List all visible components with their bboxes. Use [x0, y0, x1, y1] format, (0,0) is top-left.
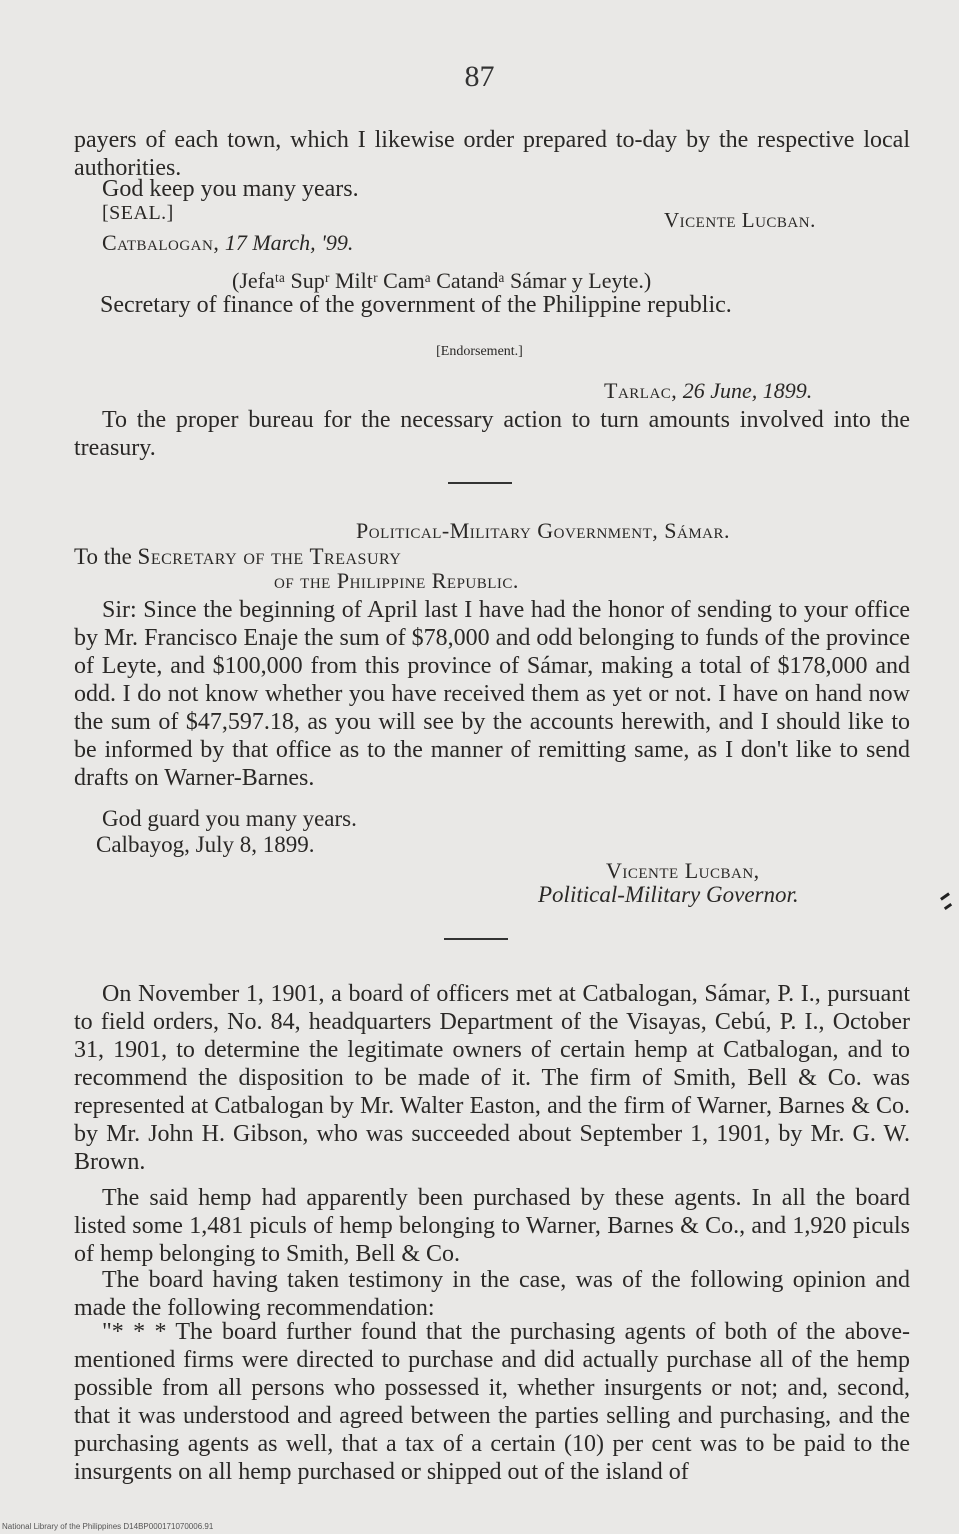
margin-mark: [940, 892, 950, 900]
page-number: 87: [464, 60, 495, 93]
letter2-header: Political-Military Government, Sámar.: [356, 518, 731, 543]
margin-mark-2: [944, 903, 952, 910]
letter2-title: Political-Military Governor.: [538, 882, 799, 907]
footer-credit: National Library of the Philippines D14BP000171070006.91: [2, 1522, 214, 1531]
letter2-signer: Vicente Lucban,: [606, 858, 760, 883]
endorsement-place: Tarlac,: [604, 378, 678, 403]
section-divider: [448, 482, 512, 484]
letter2-to-line1: [74, 544, 401, 570]
letter1-addressee: Secretary of finance of the government of the Philippine republic.: [100, 292, 732, 318]
letter2-to-line2: of the Philippine Republic.: [274, 568, 519, 593]
narrative-paragraph-2: The said hemp had apparently been purchased by these agents. In all the board listed some 1,481 piculs of hemp belonging to Warner, Barnes & Co., and 1,920 piculs of hemp belonging to Smith, Bell & Co.: [74, 1185, 910, 1267]
narrative-paragraph-3: The board having taken testimony in the case, was of the following opinion and made the following recommendation:: [74, 1267, 910, 1321]
letter1-text: payers of each town, which I likewise order prepared to-day by the respective local authorities.: [74, 127, 910, 181]
narrative-paragraph-1: On November 1, 1901, a board of officers met at Catbalogan, Sámar, P. I., pursuant to field orders, No. 84, headquarters Department of the Visayas, Cebú, P. I., October 31, 1901, to determine the legitimate owners of certain hemp at Catbalogan, and to recommend the disposition to be made of it. The firm of Smith, Bell & Co. was represented at Catbalogan by Mr. Walter Easton, and the firm of Warner, Barnes & Co. by Mr. John H. Gibson, who was succeeded about September 1, 1901, by Mr. G. W. Brown.: [74, 981, 910, 1175]
endorsement-heading: [Endorsement.]: [436, 344, 523, 359]
seal-mark: [SEAL.]: [102, 202, 174, 224]
letter2-to-office: Secretary of the Treasury: [137, 544, 402, 569]
narrative-paragraph-4: "* * * The board further found that the purchasing agents of both of the above-mentioned firms were directed to purchase and did actually purchase all of the hemp possible from all persons who possessed it, whether insurgents or not; and, second, that it was understood and agreed between the parties selling and purchasing, and the purchasing agents as well, that a tax of a certain (10) per cent was to be paid to the insurgents on all hemp purchased or shipped out of the island of: [74, 1319, 910, 1485]
section-divider-2: [444, 938, 508, 940]
letter1-signer: Vicente Lucban.: [664, 208, 816, 232]
endorsement-text: To the proper bureau for the necessary action to turn amounts involved into the treasury.: [74, 407, 910, 461]
letter1-closing: God keep you many years.: [102, 176, 359, 202]
letter2-closing: God guard you many years.: [102, 806, 357, 831]
letter1-place: Catbalogan,: [102, 230, 220, 255]
letter1-date: 17 March, '99.: [224, 230, 354, 255]
endorsement-date: 26 June, 1899.: [682, 378, 813, 403]
letter1-office-line: (Jefaᵗᵃ Supʳ Miltʳ Camᵃ Catandᵃ Sámar y Leyte.): [232, 268, 652, 293]
endorsement-dateline: [604, 378, 812, 404]
letter2-body: Sir: Since the beginning of April last I have had the honor of sending to your office by Mr. Francisco Enaje the sum of $78,000 and odd belonging to funds of the province of Leyte, and $100,000 from this province of Sámar, making a total of $178,000 and odd. I do not know whether you have received them as yet or not. I have on hand now the sum of $47,597.18, as you will see by the accounts herewith, and I should like to be informed by that office as to the manner of remitting same, as I don't like to send drafts on Warner-Barnes.: [74, 597, 910, 791]
letter2-to-prefix: To the: [74, 544, 132, 569]
letter2-dateline: Calbayog, July 8, 1899.: [96, 832, 315, 857]
letter1-dateline: [102, 230, 353, 256]
